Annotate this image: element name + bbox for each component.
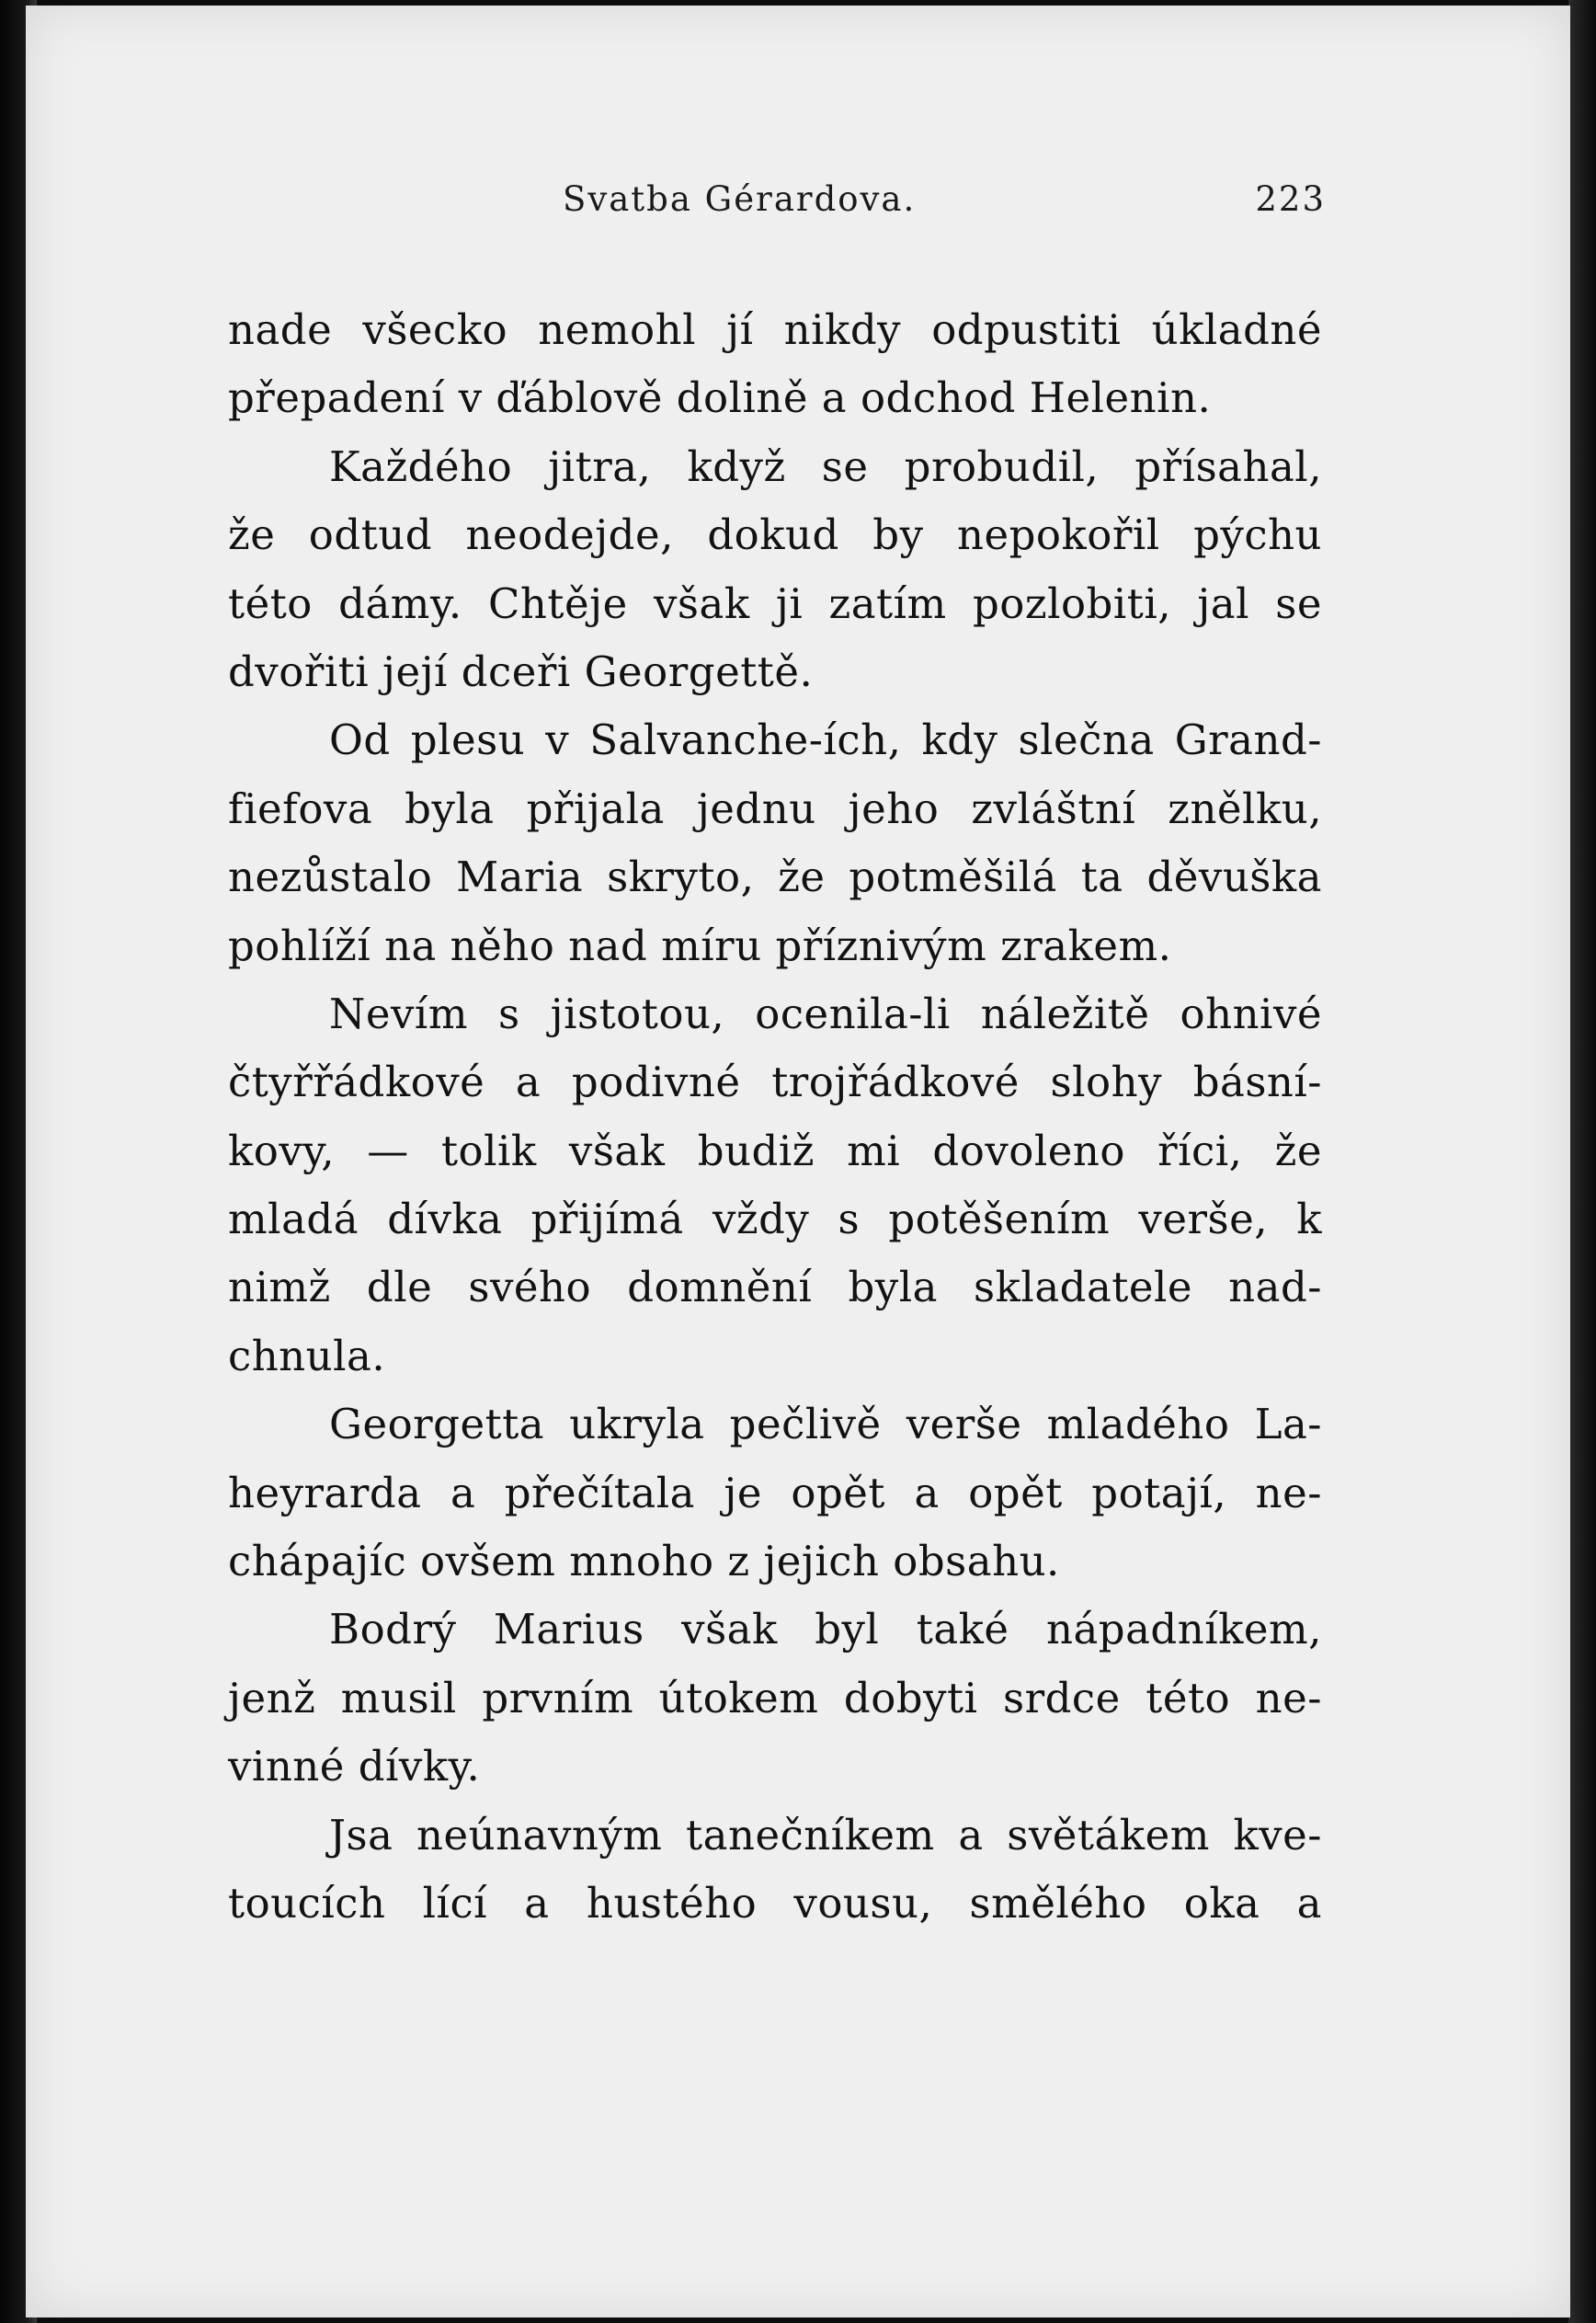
text-line: čtyřřádkové a podivné trojřádkové slohy básní- — [228, 1058, 1322, 1107]
running-title: Svatba Gérardova. — [563, 179, 917, 219]
text-line: chnula. — [228, 1331, 386, 1380]
text-line: toucích lící a hustého vousu, smělého oka a — [228, 1878, 1322, 1928]
text-line: nimž dle svého domnění byla skladatele nad- — [228, 1263, 1322, 1312]
text-line: Jsa neúnavným tanečníkem a světákem kve- — [329, 1810, 1322, 1860]
text-line: Od plesu v Salvanche-ích, kdy slečna Grand- — [329, 715, 1322, 765]
text-line: heyrarda a přečítala je opět a opět potají, ne- — [228, 1468, 1322, 1517]
text-line: chápajíc ovšem mnoho z jejich obsahu. — [228, 1537, 1060, 1586]
running-head — [563, 179, 1326, 225]
page-right-edge — [1568, 0, 1596, 2323]
text-line: fiefova byla přijala jednu jeho zvláštní znělku, — [228, 784, 1322, 833]
text-line: Bodrý Marius však byl také nápadníkem, — [329, 1605, 1322, 1654]
text-line: Každého jitra, když se probudil, přísahal, — [329, 441, 1322, 491]
page-number: 223 — [1255, 179, 1326, 219]
text-line: Georgetta ukryla pečlivě verše mladého La- — [329, 1400, 1322, 1449]
text-line: kovy, — tolik však budiž mi dovoleno říci, že — [228, 1126, 1322, 1175]
text-line: vinné dívky. — [228, 1742, 481, 1791]
text-line: mladá dívka přijímá vždy s potěšením verše, k — [228, 1195, 1322, 1244]
text-line: nade všecko nemohl jí nikdy odpustiti úkladné — [228, 305, 1322, 354]
text-line: přepadení v ďáblově dolině a odchod Helenin. — [228, 373, 1212, 423]
text-line: nezůstalo Maria skryto, že potměšilá ta děvuška — [228, 853, 1322, 902]
text-line: jenž musil prvním útokem dobyti srdce této ne- — [228, 1673, 1322, 1722]
text-line: pohlíží na něho nad míru příznivým zrakem. — [228, 921, 1172, 970]
text-line: že odtud neodejde, dokud by nepokořil pýchu — [228, 510, 1322, 560]
text-line: dvořiti její dceři Georgettě. — [228, 647, 814, 696]
text-line: Nevím s jistotou, ocenila-li náležitě ohnivé — [329, 989, 1322, 1038]
body-text — [228, 296, 1322, 1938]
text-line: této dámy. Chtěje však ji zatím pozlobiti, jal se — [228, 578, 1322, 628]
